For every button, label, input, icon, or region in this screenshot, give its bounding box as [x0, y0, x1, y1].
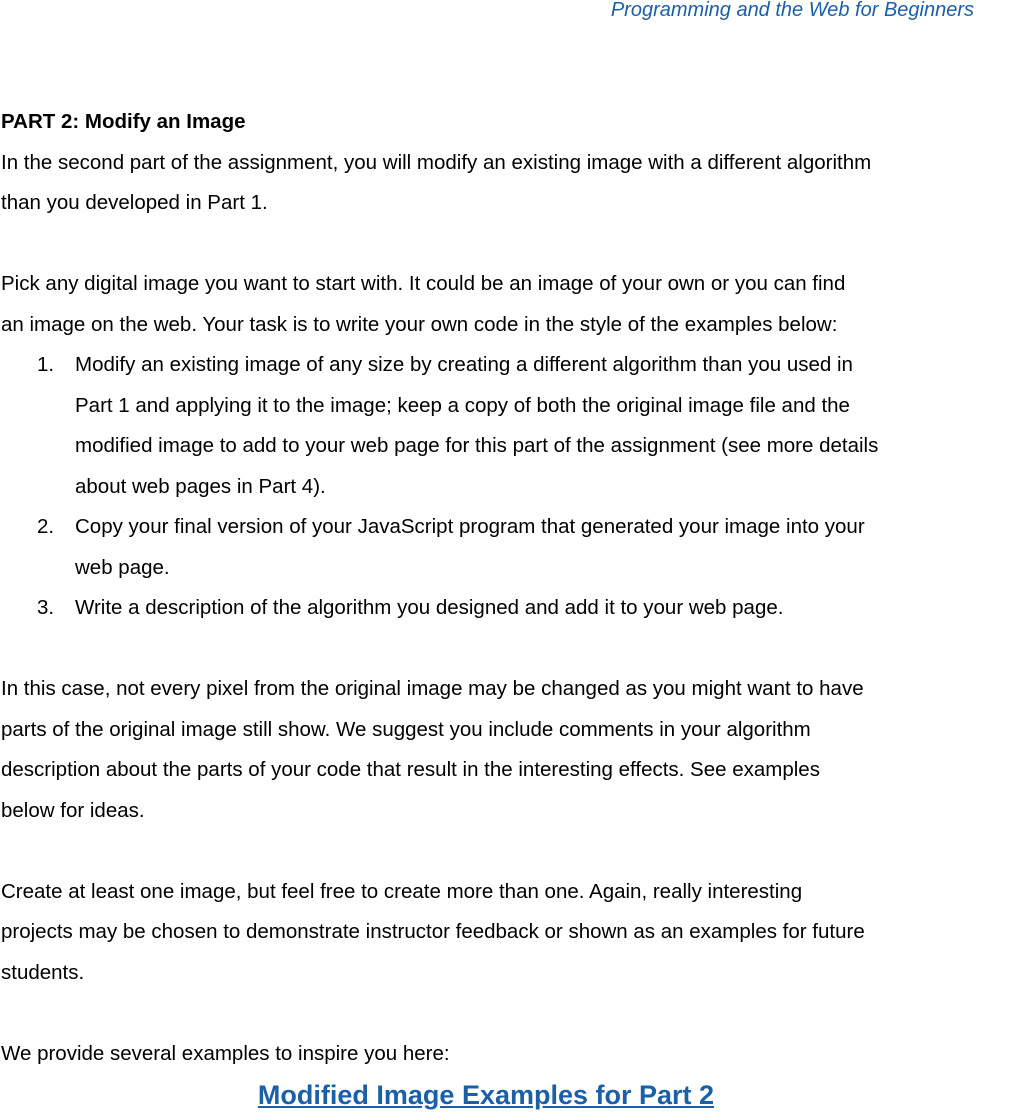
- examples-link-container: [0, 1075, 972, 1120]
- text-line: Part 1 and applying it to the image; keep a copy of both the original image file and the: [75, 393, 850, 417]
- intro-paragraph: [1, 143, 1016, 224]
- text-line: description about the parts of your code that result in the interesting effects. See examples: [1, 758, 820, 781]
- text-line: Write a description of the algorithm you designed and add it to your web page.: [75, 596, 784, 619]
- list-item: [1, 588, 1016, 629]
- text-line: below for ideas.: [1, 798, 145, 822]
- examples-link[interactable]: Modified Image Examples for Part 2: [257, 1080, 715, 1110]
- blank-line: [1, 224, 1016, 265]
- blank-line: [1, 993, 1016, 1034]
- text-line: parts of the original image still show. We suggest you include comments in your algorithm: [1, 717, 811, 741]
- text-line: In the second part of the assignment, you will modify an existing image with a different algorithm: [1, 150, 872, 174]
- section-heading: PART 2: Modify an Image: [1, 110, 246, 133]
- document-header-title: Programming and the Web for Beginners: [610, 0, 974, 21]
- document-body: [1, 102, 1016, 1074]
- blank-line: [1, 831, 1016, 872]
- text-line: Copy your final version of your JavaScript program that generated your image into your: [75, 515, 865, 538]
- text-line: modified image to add to your web page for this part of the assignment (see more details: [75, 434, 879, 457]
- text-line: Pick any digital image you want to start with. It could be an image of your own or you can find: [1, 272, 846, 295]
- text-line: students.: [1, 960, 85, 984]
- text-line: In this case, not every pixel from the original image may be changed as you might want to have: [1, 677, 864, 700]
- text-line: than you developed in Part 1.: [1, 191, 268, 214]
- text-line: We provide several examples to inspire you here:: [1, 1041, 450, 1065]
- text-line: projects may be chosen to demonstrate instructor feedback or shown as an examples for future: [1, 920, 865, 943]
- steps-list: [1, 345, 1016, 629]
- text-line: Modify an existing image of any size by creating a different algorithm than you used in: [75, 353, 853, 376]
- case-paragraph: [1, 669, 1016, 831]
- create-paragraph: [1, 872, 1016, 994]
- text-line: Create at least one image, but feel free to create more than one. Again, really interesting: [1, 879, 803, 903]
- text-line: about web pages in Part 4).: [75, 474, 326, 498]
- list-item-number: 2.: [37, 515, 55, 538]
- pick-image-paragraph: [1, 264, 1016, 345]
- list-item-number: 1.: [37, 353, 55, 376]
- list-item: [1, 345, 1016, 507]
- list-item-number: 3.: [37, 596, 55, 619]
- text-line: web page.: [75, 555, 170, 579]
- blank-line: [1, 629, 1016, 670]
- list-item: [1, 507, 1016, 588]
- provide-paragraph: [1, 1034, 1016, 1075]
- text-line: an image on the web. Your task is to write your own code in the style of the examples below:: [1, 312, 838, 336]
